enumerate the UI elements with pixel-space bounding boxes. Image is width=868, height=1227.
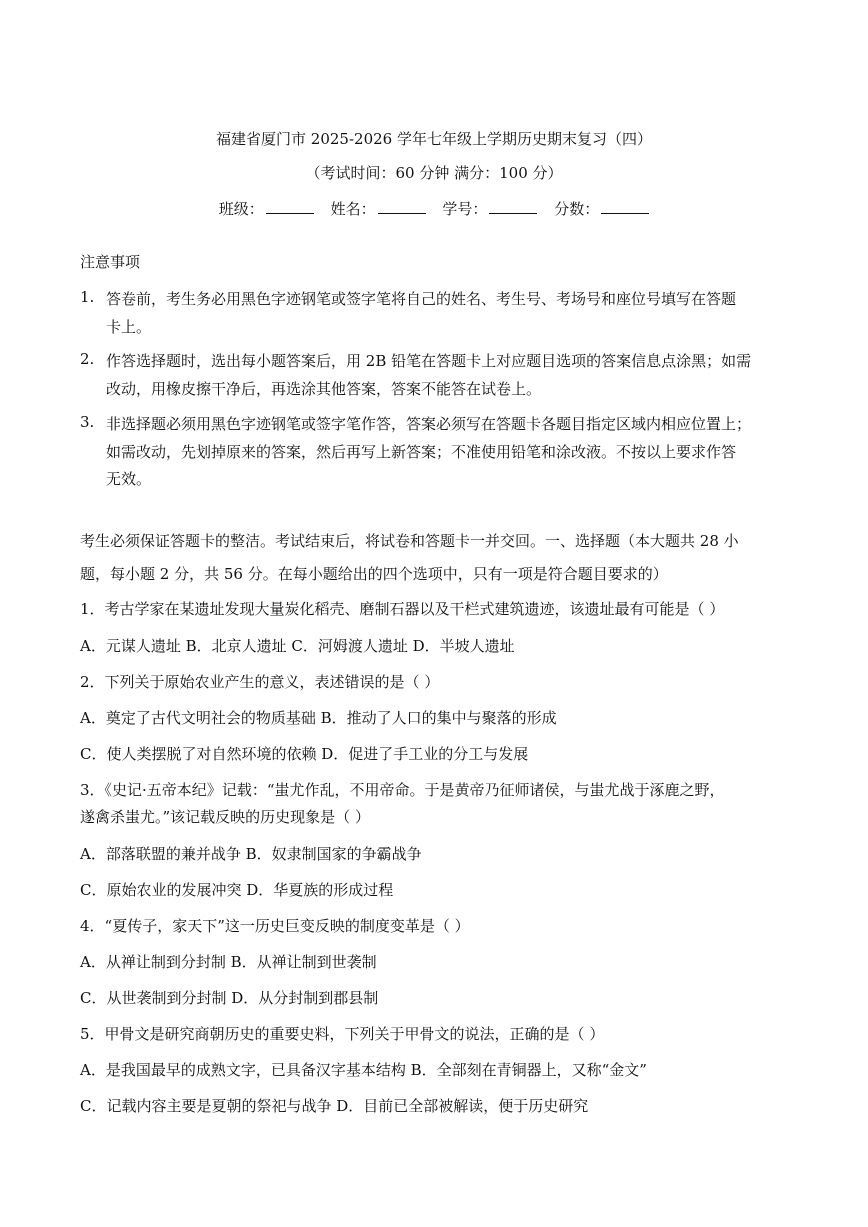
question-stem: 遂禽杀蚩尤。”该记载反映的历史现象是（ ） <box>80 808 370 826</box>
question-options: C．从世袭制到分封制 D．从分封制到郡县制 <box>80 989 379 1007</box>
question-options: C．使人类摆脱了对自然环境的依赖 D．促进了手工业的分工与发展 <box>80 745 529 763</box>
notice-heading: 注意事项 <box>80 253 141 271</box>
notice-item-line: 无效。 <box>106 470 152 488</box>
notice-item-line: 答卷前，考生务必用黑色字迹钢笔或签字笔将自己的姓名、考生号、考场号和座位号填写在答题 <box>106 290 737 308</box>
name-blank[interactable] <box>378 199 426 214</box>
student-id-blank[interactable] <box>489 199 537 214</box>
question-options: A．奠定了古代文明社会的物质基础 B．推动了人口的集中与聚落的形成 <box>80 709 557 727</box>
question-stem: 1．考古学家在某遗址发现大量炭化稻壳、磨制石器以及干栏式建筑遗迹，该遗址最有可能是（ ） <box>80 600 725 618</box>
exam-subtitle: （考试时间：60 分钟 满分：100 分） <box>305 164 563 182</box>
notice-item-number: 2. <box>80 350 95 368</box>
score-blank[interactable] <box>601 199 649 214</box>
question-stem: 2．下列关于原始农业产生的意义，表述错误的是（ ） <box>80 673 440 691</box>
question-options: A．元谋人遗址 B．北京人遗址 C．河姆渡人遗址 D．半坡人遗址 <box>80 637 515 655</box>
score-field[interactable]: 分数： <box>554 200 649 218</box>
name-field[interactable]: 姓名： <box>331 200 426 218</box>
instruction-line: 考生必须保证答题卡的整洁。考试结束后，将试卷和答题卡一并交回。一、选择题（本大题共 28 小 <box>80 532 739 550</box>
question-options: A．是我国最早的成熟文字，已具备汉字基本结构 B．全部刻在青铜器上，又称“金文” <box>80 1061 647 1079</box>
class-field[interactable]: 班级： <box>219 200 314 218</box>
notice-item-line: 改动，用橡皮擦干净后，再选涂其他答案，答案不能答在试卷上。 <box>106 380 542 398</box>
question-options: A．从禅让制到分封制 B．从禅让制到世袭制 <box>80 953 377 971</box>
notice-item-number: 3. <box>80 413 95 431</box>
instruction-line: 题，每小题 2 分，共 56 分。在每小题给出的四个选项中，只有一项是符合题目要求的） <box>80 565 668 583</box>
notice-item-line: 作答选择题时，选出每小题答案后，用 2B 铅笔在答题卡上对应题目选项的答案信息点涂黑；如需 <box>106 352 752 370</box>
question-stem: 3．《史记·五帝本纪》记载：“蚩尤作乱，不用帝命。于是黄帝乃征师诸侯，与蚩尤战于涿鹿之野， <box>80 781 725 799</box>
question-options: C．记载内容主要是夏朝的祭祀与战争 D．目前已全部被解读，便于历史研究 <box>80 1097 589 1115</box>
student-id-field[interactable]: 学号： <box>442 200 537 218</box>
notice-item-line: 非选择题必须用黑色字迹钢笔或签字笔作答，答案必须写在答题卡各题目指定区域内相应位置上； <box>106 415 752 433</box>
class-blank[interactable] <box>266 199 314 214</box>
notice-item-number: 1. <box>80 288 95 306</box>
notice-item-line: 如需改动，先划掉原来的答案，然后再写上新答案；不准使用铅笔和涂改液。不按以上要求作答 <box>106 443 737 461</box>
exam-title: 福建省厦门市 2025-2026 学年七年级上学期历史期末复习（四） <box>216 130 652 148</box>
notice-item-line: 卡上。 <box>106 318 152 336</box>
question-stem: 5．甲骨文是研究商朝历史的重要史料，下列关于甲骨文的说法，正确的是（ ） <box>80 1025 605 1043</box>
question-options: C．原始农业的发展冲突 D．华夏族的形成过程 <box>80 881 394 899</box>
student-info-line <box>0 198 868 219</box>
question-stem: 4．“夏传子，家天下”这一历史巨变反映的制度变革是（ ） <box>80 917 470 935</box>
question-options: A．部落联盟的兼并战争 B．奴隶制国家的争霸战争 <box>80 845 422 863</box>
